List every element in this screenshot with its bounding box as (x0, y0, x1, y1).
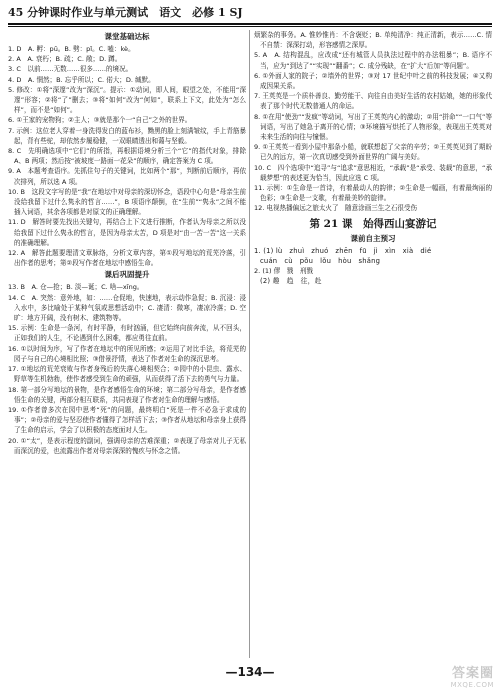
page-number-text: —134— (225, 665, 275, 679)
answer-item: 7. 示例：这位老人穿着一身洗得发白的蓝布衫，黝黑的脸上刻满皱纹，手上青筋暴起，背有些驼，却依然步履稳健，一双眼睛透出和蔼与坚毅。 (8, 126, 246, 145)
answer-item: 16. ①以时间为序，写了作者在地坛中的所见所感；②运用了对比手法，将荒芜的园子与自己的心境相比照；③借景抒情，表达了作者对生命的深沉思考。 (8, 344, 246, 363)
answer-item: 12. A 解答此题要理清文章脉络，分析文章内容，第①段写地坛的荒芜冷落，引出作者的思考；第②段写作者在地坛中感悟生命。 (8, 249, 246, 268)
page-number (0, 664, 500, 680)
column-divider (249, 30, 250, 658)
left-column (8, 30, 246, 658)
answer-item: 10. C 四个选项中“追寻”与“追求”意思相近，“承载”是“承受、装载”的意思，“承载梦想”的表述更为恰当，因此应选 C 项。 (254, 163, 492, 182)
answer-item: 9. ①王英英一看到小屋中那条小船，就联想起了父亲的辛劳；②王英英见到了期盼已久的远方，第一次真切感受到外面世界的广阔与美好。 (254, 143, 492, 162)
answer-item: 2. A A. 衰朽；B. 疏；C. 敞；D. 蹲。 (8, 55, 122, 64)
header-title: 45 分钟课时作业与单元测试 语文 必修 1 SJ (8, 6, 243, 19)
answer-item: 9. A 本题考查语序。先抓住句子的关键词，比如两个“那”，判断前后顺序，再依次排列，所以选 A 项。 (8, 167, 246, 186)
header-rule (8, 23, 492, 27)
answer-item: 8. ①在用“使劲”“发疯”等动词，写出了王英英内心的激动；②用“拼命”“一口气”等词语，写出了她急于离开的心情；③环境描写烘托了人物形象，表现出王英英对未来生活的向往与憧憬。 (254, 112, 492, 142)
answer-item: 6. ①外面人家的院子；②墙外的世界；③对 17 世纪中叶之前的科技发展；④又构成因果关系。 (254, 71, 492, 91)
answer-item: 20. ①“太”，是表示程度的副词，强调母亲的苦难深重；②表现了母亲对儿子无私而深沉的爱，也流露出作者对母亲深深的愧疚与怀念之情。 (8, 436, 246, 455)
answer-item: (2) 趣 趋 往，赴 (260, 277, 322, 286)
answer-item: 10. B 这段文字写的是“我”在地坛中对母亲的深切怀念，语段中心句是“母亲生前没给我留下过什么隽永的哲言……”，B 项语序颠倒，在“生前”“隽永”之间不能插入词语，其余各项都是对原文的正确理解。 (8, 187, 246, 217)
answer-item: 烦繁杂的事务。A. 惟妙惟肖：不含褒贬；B. 单纯清净：纯正清新，表示……C. 情不自禁：深深打动，形容感情之深厚。 (254, 31, 492, 50)
pinyin-line: cuán cù pǒu lǒu hòu shǎng (260, 256, 381, 265)
answer-item: 1. D A. 孵：pū。B. 劈：pǐ。C. 嗑：kè。 (8, 45, 135, 53)
answer-list-continued (254, 30, 492, 214)
section-title-preview: 课前自主预习 (350, 233, 396, 243)
answer-item: 6. ①王家的宠物狗；②主人；③就是那个一“自己”之外的世界。 (8, 116, 192, 125)
answer-item: 5. A A. 结构混乱，应改成“还有城管人员执法过程中的办法粗暴”；B. 语序不当，应为“到达了”“实现”“翻番”；C. 成分残缺，在“扩大”后加“等问题”。 (254, 51, 492, 70)
answer-item: 7. 王英英是一个质朴善良、勤劳能干、向往自由美好生活的农村姑娘，她的形象代表了那个时代无数普通人的命运。 (254, 92, 492, 111)
answer-item: 4. D A. 惘然；B. 忘乎所以；C. 偌大；D. 缄默。 (8, 75, 155, 84)
lesson-title: 第 21 课 始得西山宴游记 (309, 217, 437, 230)
page-header (8, 4, 492, 22)
answer-list-preview (254, 246, 492, 287)
right-column (254, 30, 492, 658)
answer-item: 11. 示例：①生命是一首诗，有着最动人的韵律；②生命是一幅画，有着最绚丽的色彩；③生命是一支歌，有着最美妙的旋律。 (254, 184, 492, 203)
answer-item: 5. 修改：①将“深邃”改为“深沉”。提示：①动词，即人间，眼望之处，不能用“深邃”形容；②将“了”删去；③将“如何”改为“何如”，联系上下文，此处为“怎么样”，而不是“如何”。 (8, 85, 246, 115)
section-title-basic: 课堂基础达标 (104, 32, 150, 41)
answer-list-consolidate (8, 282, 246, 455)
answer-item: 17. ①地坛的荒芜衰败与作者身残后的失落心境相契合；②园中的小昆虫、露水、野草等生机勃勃，使作者感受到生命的顽强，从而获得了活下去的勇气与力量。 (8, 365, 246, 384)
answer-item: 18. 第一部分写地坛的景物，是作者感悟生命的环境；第二部分写母亲，是作者感悟生命的关键，两部分相互联系，共同表现了作者对生命的理解与感悟。 (8, 385, 246, 404)
answer-item: 14. C A. 突然：意外地，如：……仓促地，快速地，表示动作急促；B. 沉浸：浸入水中，多比喻处于某种气氛或思想活动中；C. 凄清：微寒，凄凉冷落；D. 空旷：地方开阔，没有树木、建筑物等。 (8, 293, 246, 323)
watermark-brand: 答案圈 (451, 666, 494, 681)
answer-item: 8. C 先明确选项中“它们”的所指，再根据语境分析三个“它”的指代对象，排除 A、B 两项；然后按“被坡度一路面一花朵”的顺序，确定答案为 C 项。 (8, 147, 246, 166)
answer-item: 2. (1) 僇 戮 刑戮 (254, 267, 313, 276)
answer-item: 3. C 以前……无数……很多……的境况。 (8, 65, 133, 74)
answer-item: 15. 示例：生命是一条河，有时平静，有时汹涌，但它始终向前奔流，从不回头，正如我们的人生，不论遇到什么困难，都应勇往直前。 (8, 324, 246, 343)
watermark-logo (451, 666, 494, 690)
watermark-url: MXQE.COM (450, 681, 494, 689)
pinyin-line: 1. (1) lù zhuì zhuó zhēn fū jì xìn xià dié (254, 246, 432, 255)
answer-item: 13. B A. 仓—抢；B. 淡—诞；C. 啥—xīng。 (8, 283, 144, 292)
answer-item: 12. 电视热播偏远之旅太火了 随意涂画三生之石很受伤 (254, 204, 418, 213)
answer-item: 11. D 解答时要先找出关键句，再结合上下文进行推断，作者认为母亲之所以没给我留下过什么隽永的哲言，是因为母亲太苦，D 项是对“由一苦一苦”这一关系的准确理解。 (8, 218, 246, 247)
section-title-consolidate: 课后巩固提升 (104, 270, 150, 280)
answer-item: 19. ①作者曾多次在园中思考“死”的问题，最终明白“死是一件不必急于求成的事”；②母亲的爱与坚忍使作者懂得了怎样活下去；③作者从地坛和母亲身上获得了生命的启示，学会了以积极的态度面对人生。 (8, 405, 246, 435)
answer-list-basic (8, 44, 246, 268)
